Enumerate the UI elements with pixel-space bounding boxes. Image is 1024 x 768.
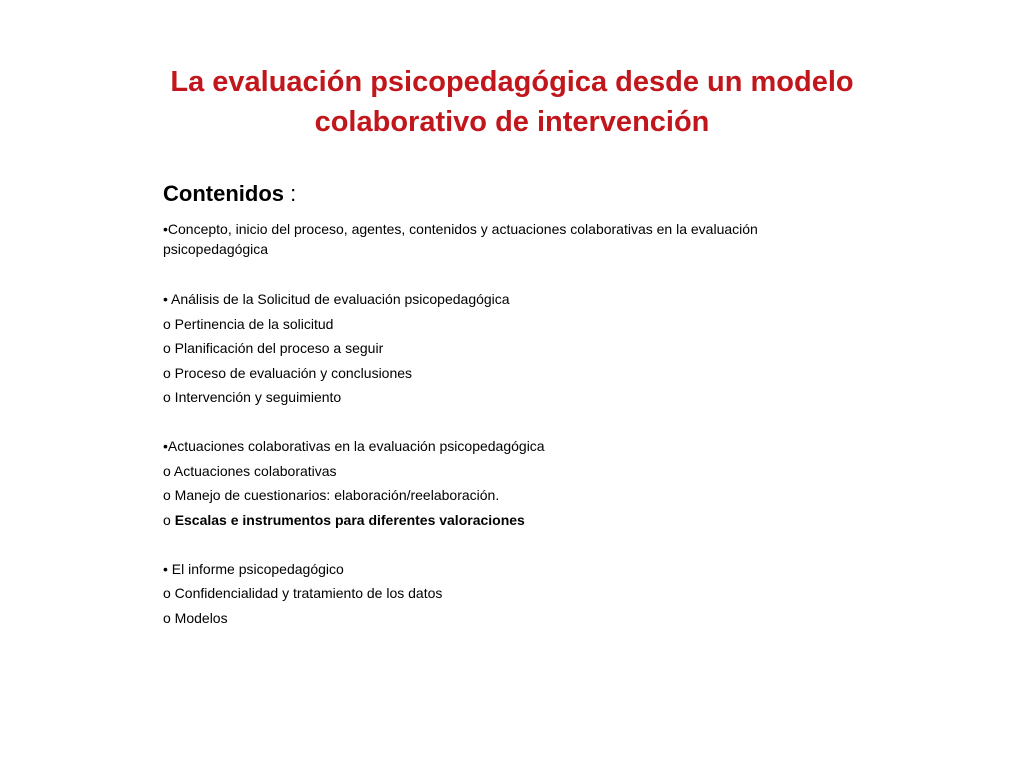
title-line-2: colaborativo de intervención (314, 106, 710, 138)
section-3-item: o Confidencialidad y tratamiento de los datos (163, 585, 443, 601)
section-1-item: o Pertinencia de la solicitud (163, 315, 334, 332)
title-line-1: La evaluación psicopedagógica desde un modelo (170, 66, 854, 98)
section-2-item-bold (163, 508, 863, 533)
spacer (163, 532, 863, 557)
section-3-bullet: • El informe psicopedagógico (163, 560, 344, 577)
contents-list (163, 219, 863, 630)
section-2-bullet: •Actuaciones colaborativas en la evaluación psicopedagógica (163, 438, 545, 454)
section-1-item: o Proceso de evaluación y conclusiones (163, 364, 413, 381)
contents-heading-colon: : (284, 181, 297, 206)
section-1-item: o Planificación del proceso a seguir (163, 340, 384, 356)
spacer (163, 410, 863, 435)
section-2-item: o Actuaciones colaborativas (163, 462, 337, 479)
section-1-bullet: • Análisis de la Solicitud de evaluación psicopedagógica (163, 291, 510, 307)
intro-bullet: •Concepto, inicio del proceso, agentes, contenidos y actuaciones colaborativas en la evaluación psicopedagógica (163, 221, 758, 257)
section-2-item-bold-text: Escalas e instrumentos para diferentes valoraciones (174, 511, 525, 528)
contents-heading (163, 179, 296, 209)
section-2-item-prefix: o (163, 511, 175, 528)
contents-heading-label: Contenidos (163, 181, 284, 206)
section-3-item: o Modelos (163, 609, 228, 626)
section-1-item: o Intervención y seguimiento (163, 389, 342, 405)
section-2-item: o Manejo de cuestionarios: elaboración/reelaboración. (163, 487, 500, 503)
spacer (163, 259, 863, 287)
slide-title (110, 62, 914, 142)
